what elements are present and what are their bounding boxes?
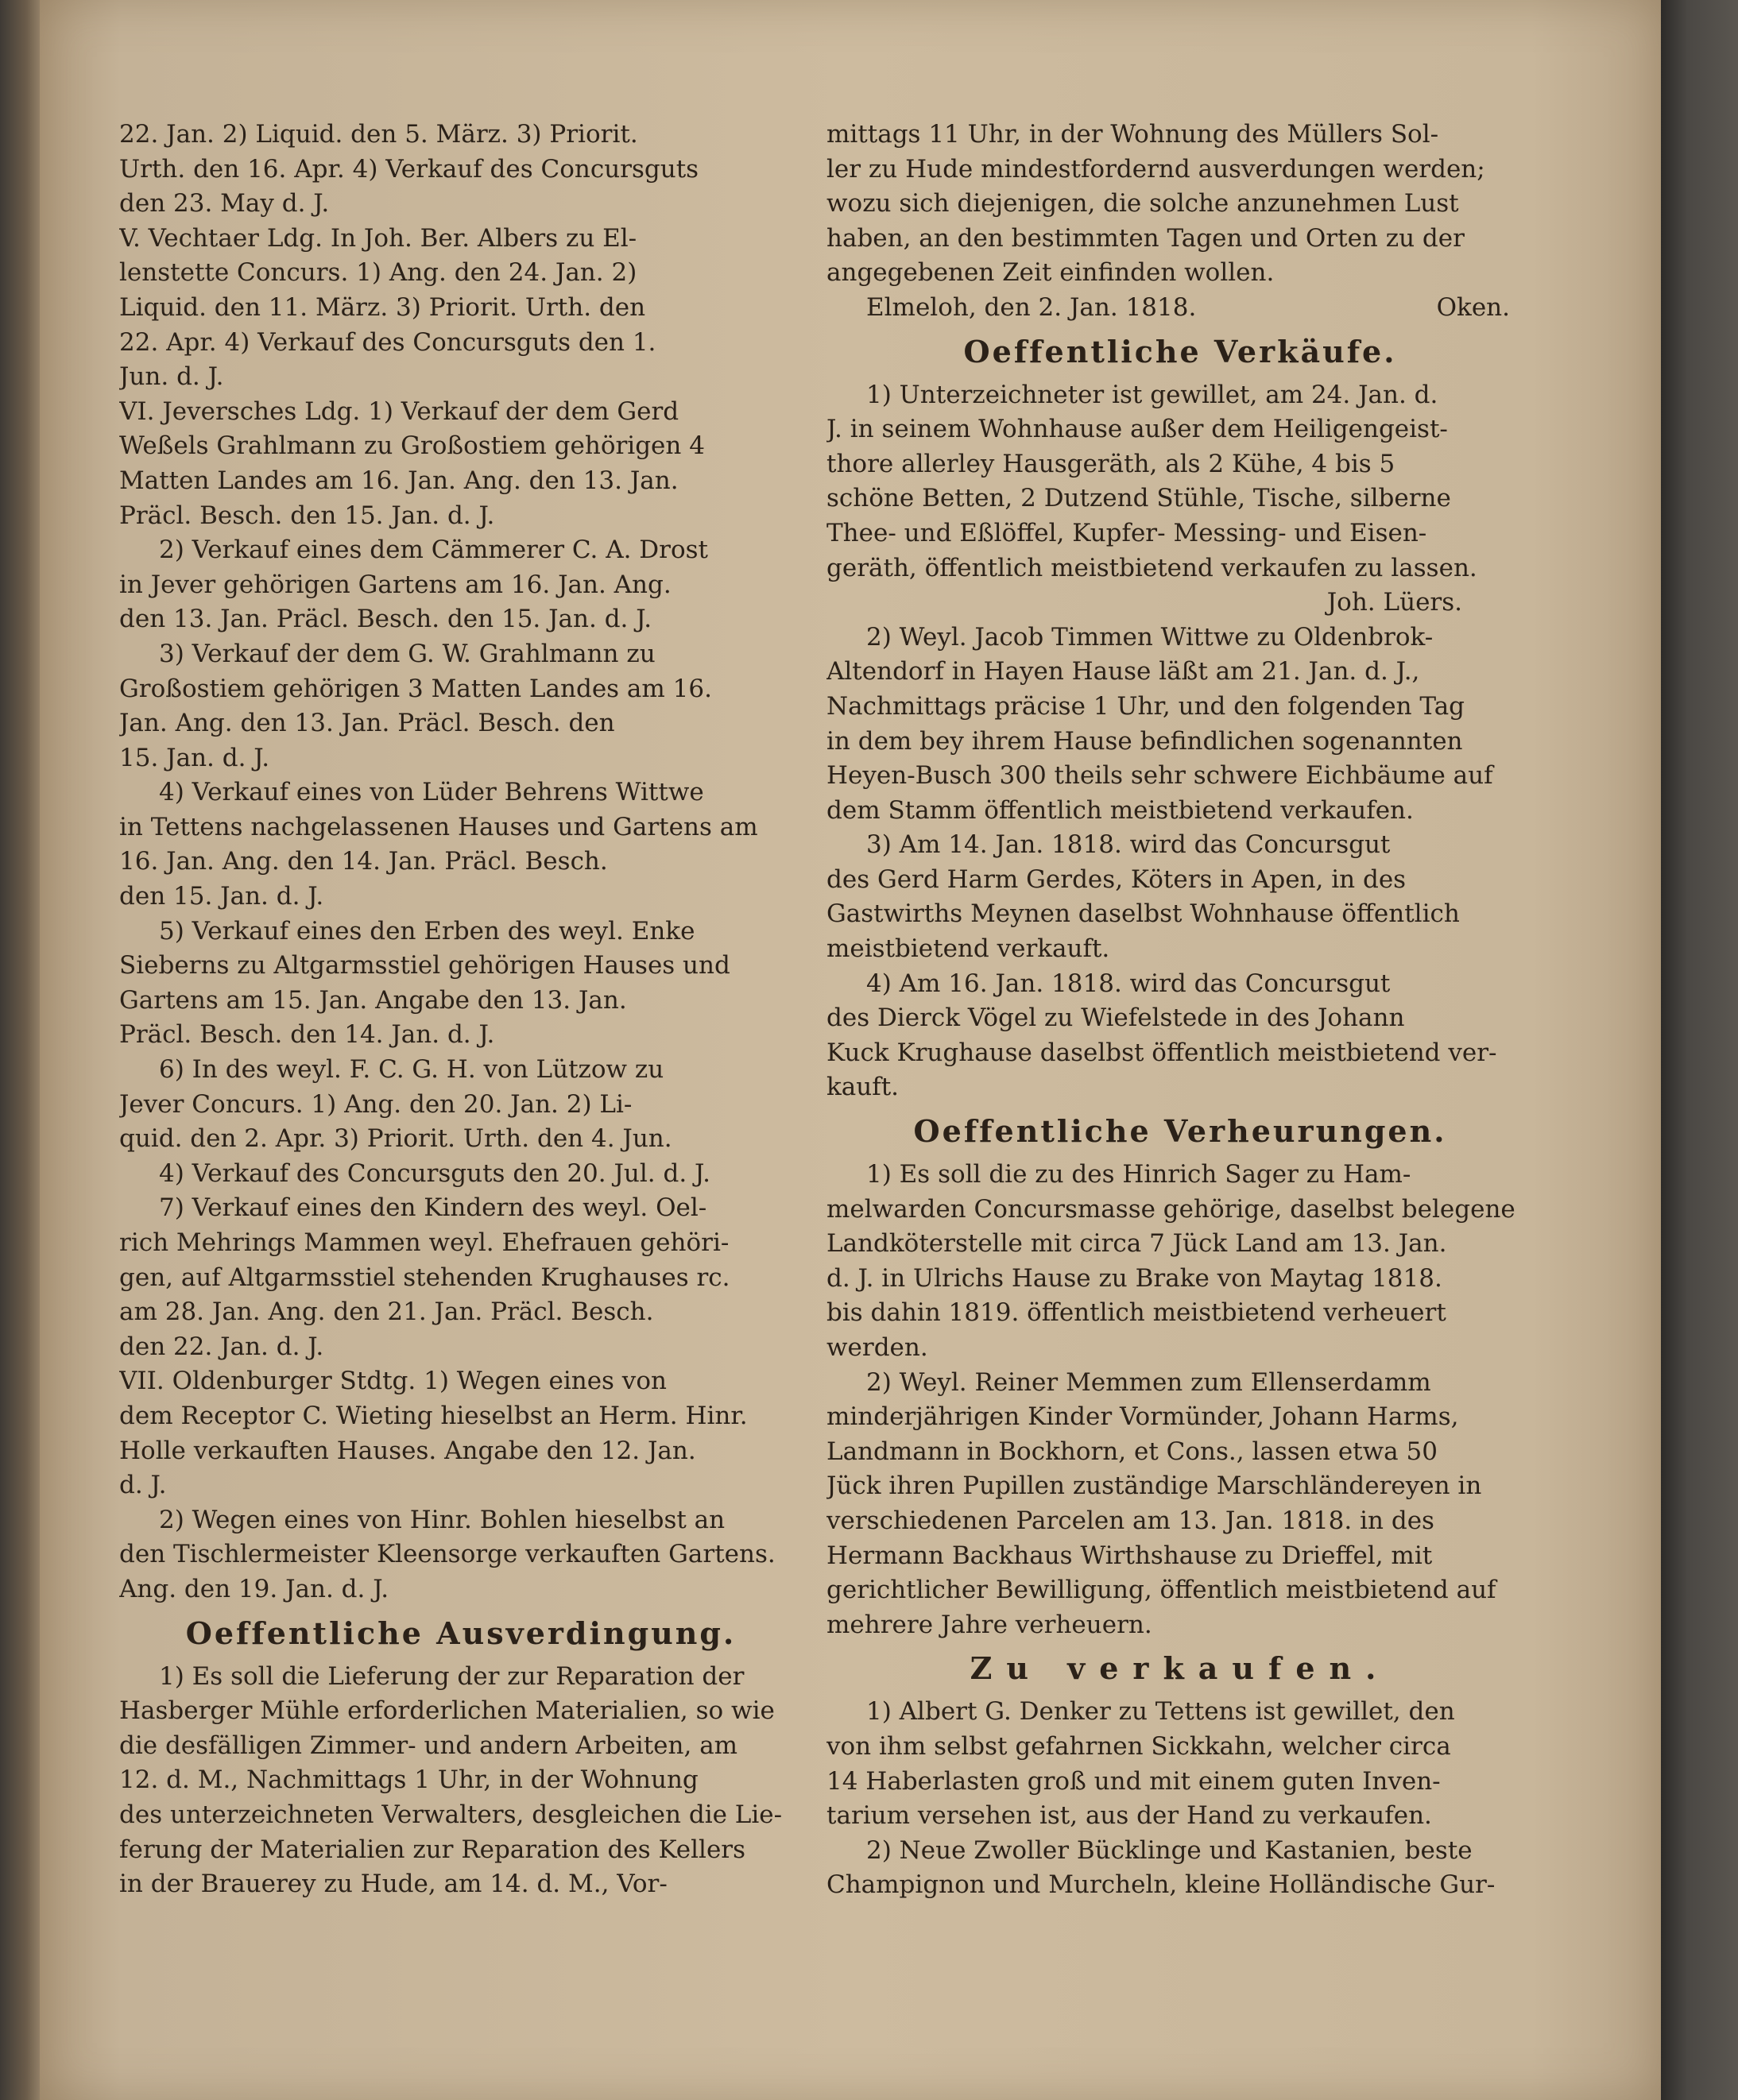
text-line: 2) Weyl. Reiner Memmen zum Ellenserdamm <box>866 1367 1431 1397</box>
text-line: den 15. Jan. d. J. <box>119 882 324 911</box>
text-line: tarium versehen ist, aus der Hand zu verkaufen. <box>826 1801 1432 1831</box>
text-line: 15. Jan. d. J. <box>119 743 270 772</box>
text-line: melwarden Concursmasse gehörige, daselbst belegene <box>826 1194 1515 1224</box>
text-line: Landmann in Bockhorn, et Cons., lassen etwa 50 <box>826 1437 1438 1466</box>
text-line: 1) Albert G. Denker zu Tettens ist gewillet, den <box>866 1697 1455 1727</box>
book-fore-edge <box>1661 0 1738 2100</box>
signature-name: Oken. <box>1436 292 1510 322</box>
text-line: 22. Apr. 4) Verkauf des Concursguts den 1. <box>119 327 656 357</box>
left-text-block-1 <box>119 118 803 1607</box>
text-line: wozu sich diejenigen, die solche anzunehmen Lust <box>826 189 1459 219</box>
text-line: in Tettens nachgelassenen Hauses und Gartens am <box>119 812 758 841</box>
text-line: Jever Concurs. 1) Ang. den 20. Jan. 2) Li- <box>119 1089 633 1119</box>
right-column <box>826 118 1534 1903</box>
text-line: 22. Jan. 2) Liquid. den 5. März. 3) Priorit. <box>119 120 638 149</box>
heading-oeffentliche-verheurungen: Oeffentliche Verheurungen. <box>913 1113 1447 1150</box>
text-line: 14 Haberlasten groß und mit einem guten Inven- <box>826 1766 1441 1796</box>
text-line: 4) Verkauf des Concursguts den 20. Jul. d. J. <box>159 1158 710 1188</box>
text-line: d. J. in Ulrichs Hause zu Brake von Maytag 1818. <box>826 1263 1442 1293</box>
right-text-block-1 <box>826 118 1534 291</box>
heading-oeffentliche-verkaeufe: Oeffentliche Verkäufe. <box>963 333 1397 369</box>
text-line: gerichtlicher Bewilligung, öffentlich meistbietend auf <box>826 1576 1496 1605</box>
text-line: Hasberger Mühle erforderlichen Materialien, so wie <box>119 1696 775 1726</box>
text-line: die desfälligen Zimmer- und andern Arbeiten, am <box>119 1731 738 1760</box>
text-line: dem Receptor C. Wieting hieselbst an Herm. Hinr. <box>119 1401 748 1430</box>
text-line: Hermann Backhaus Wirthshause zu Drieffel, mit <box>826 1541 1433 1570</box>
signature-line-elmeloh <box>826 291 1534 326</box>
text-line: des Gerd Harm Gerdes, Köters in Apen, in des <box>826 864 1407 894</box>
text-line: Sieberns zu Altgarmsstiel gehörigen Hauses und <box>119 951 730 980</box>
heading-zu-verkaufen: Zu verkaufen. <box>970 1650 1391 1687</box>
text-line: Großostiem gehörigen 3 Matten Landes am 16. <box>119 674 712 703</box>
text-line: d. J. <box>119 1471 167 1500</box>
text-line: V. Vechtaer Ldg. In Joh. Ber. Albers zu El- <box>119 223 637 253</box>
right-text-block-4 <box>826 1158 1534 1642</box>
text-line: Gastwirths Meynen daselbst Wohnhause öffentlich <box>826 899 1460 929</box>
text-line: 2) Verkauf eines dem Cämmerer C. A. Drost <box>159 536 709 565</box>
text-line: am 28. Jan. Ang. den 21. Jan. Präcl. Besch. <box>119 1298 654 1327</box>
text-line: haben, an den bestimmten Tagen und Orten zu der <box>826 223 1465 253</box>
text-line: rich Mehrings Mammen weyl. Ehefrauen gehöri- <box>119 1228 730 1257</box>
text-line: Ang. den 19. Jan. d. J. <box>119 1574 389 1603</box>
text-line: Heyen-Busch 300 theils sehr schwere Eichbäume auf <box>826 761 1493 791</box>
text-line: 2) Neue Zwoller Bücklinge und Kastanien, beste <box>866 1835 1473 1865</box>
text-line: mittags 11 Uhr, in der Wohnung des Müllers Sol- <box>826 120 1439 149</box>
text-line: 2) Weyl. Jacob Timmen Wittwe zu Oldenbrok- <box>866 622 1434 652</box>
text-line: kauft. <box>826 1073 900 1102</box>
signature-place-date: Elmeloh, den 2. Jan. 1818. <box>866 292 1197 322</box>
text-line: in dem bey ihrem Hause befindlichen sogenannten <box>826 726 1463 756</box>
text-line: thore allerley Hausgeräth, als 2 Kühe, 4 bis 5 <box>826 449 1395 478</box>
text-line: 2) Wegen eines von Hinr. Bohlen hieselbst an <box>159 1505 726 1534</box>
signature-joh-lueers: Joh. Lüers. <box>1326 588 1462 617</box>
text-line: in der Brauerey zu Hude, am 14. d. M., Vor- <box>119 1870 668 1899</box>
text-line: meistbietend verkauft. <box>826 934 1110 964</box>
text-line: ferung der Materialien zur Reparation des Kellers <box>119 1835 746 1864</box>
text-line: 4) Am 16. Jan. 1818. wird das Concursgut <box>866 969 1391 998</box>
text-line: VII. Oldenburger Stdtg. 1) Wegen eines von <box>119 1367 667 1396</box>
text-line: werden. <box>826 1333 928 1362</box>
text-line: des Dierck Vögel zu Wiefelstede in des Johann <box>826 1004 1405 1033</box>
text-line: Altendorf in Hayen Hause läßt am 21. Jan. d. J., <box>826 657 1420 686</box>
text-line: Holle verkauften Hauses. Angabe den 12. Jan. <box>119 1436 696 1465</box>
text-line: angegebenen Zeit einfinden wollen. <box>826 258 1275 288</box>
text-line: Kuck Krughause daselbst öffentlich meistbietend ver- <box>826 1038 1497 1067</box>
text-line: quid. den 2. Apr. 3) Priorit. Urth. den 4. Jun. <box>119 1124 672 1154</box>
left-column <box>119 118 803 1902</box>
text-line: bis dahin 1819. öffentlich meistbietend verheuert <box>826 1298 1446 1328</box>
text-line: 1) Es soll die zu des Hinrich Sager zu Ham- <box>866 1160 1411 1189</box>
text-line: des unterzeichneten Verwalters, desgleichen die Lie- <box>119 1800 783 1829</box>
text-line: mehrere Jahre verheuern. <box>826 1610 1152 1639</box>
text-line: Jück ihren Pupillen zuständige Marschländereyen in <box>826 1472 1482 1501</box>
text-line: Matten Landes am 16. Jan. Ang. den 13. Jan. <box>119 466 679 495</box>
text-line: in Jever gehörigen Gartens am 16. Jan. Ang. <box>119 570 672 599</box>
text-line: den Tischlermeister Kleensorge verkauften Gartens. <box>119 1540 776 1569</box>
right-text-block-3 <box>826 621 1534 1105</box>
text-line: Gartens am 15. Jan. Angabe den 13. Jan. <box>119 985 627 1015</box>
text-line: 1) Es soll die Lieferung der zur Reparation der <box>159 1661 745 1691</box>
text-line: J. in seinem Wohnhause außer dem Heiligengeist- <box>826 415 1448 444</box>
text-line: schöne Betten, 2 Dutzend Stühle, Tische, silberne <box>826 484 1451 513</box>
text-line: Landköterstelle mit circa 7 Jück Land am 13. Jan. <box>826 1229 1447 1259</box>
text-line: 3) Verkauf der dem G. W. Grahlmann zu <box>159 639 656 668</box>
text-line: Liquid. den 11. März. 3) Priorit. Urth. den <box>119 292 646 322</box>
text-line: Thee- und Eßlöffel, Kupfer- Messing- und Eisen- <box>826 518 1427 547</box>
text-line: gen, auf Altgarmsstiel stehenden Krughauses rc. <box>119 1263 730 1292</box>
right-text-block-5 <box>826 1695 1534 1903</box>
text-line: Champignon und Murcheln, kleine Holländische Gur- <box>826 1870 1496 1900</box>
text-line: Jun. d. J. <box>119 362 224 392</box>
text-line: 3) Am 14. Jan. 1818. wird das Concursgut <box>866 830 1391 860</box>
text-line: 6) In des weyl. F. C. G. H. von Lützow zu <box>159 1055 664 1085</box>
text-line: Präcl. Besch. den 14. Jan. d. J. <box>119 1020 495 1050</box>
text-line: lenstette Concurs. 1) Ang. den 24. Jan. 2) <box>119 258 637 288</box>
text-line: Nachmittags präcise 1 Uhr, und den folgenden Tag <box>826 691 1465 721</box>
left-text-block-2 <box>119 1660 803 1902</box>
text-line: von ihm selbst gefahrnen Sickkahn, welcher circa <box>826 1731 1451 1761</box>
text-line: den 13. Jan. Präcl. Besch. den 15. Jan. d. J. <box>119 605 652 634</box>
text-line: 5) Verkauf eines den Erben des weyl. Enke <box>159 916 695 946</box>
text-line: VI. Jeversches Ldg. 1) Verkauf der dem Gerd <box>119 396 679 426</box>
text-line: ler zu Hude mindestfordernd ausverdungen werden; <box>826 154 1485 184</box>
text-line: den 23. May d. J. <box>119 189 330 219</box>
text-line: Jan. Ang. den 13. Jan. Präcl. Besch. den <box>119 709 615 738</box>
text-line: Urth. den 16. Apr. 4) Verkauf des Concursguts <box>119 154 699 184</box>
text-line: 7) Verkauf eines den Kindern des weyl. Oel- <box>159 1193 707 1223</box>
text-line: geräth, öffentlich meistbietend verkaufen zu lassen. <box>826 553 1477 582</box>
text-line: minderjährigen Kinder Vormünder, Johann Harms, <box>826 1402 1459 1432</box>
right-text-block-2 <box>826 378 1534 586</box>
text-line: den 22. Jan. d. J. <box>119 1332 324 1361</box>
text-line: 4) Verkauf eines von Lüder Behrens Wittwe <box>159 778 704 807</box>
text-line: Präcl. Besch. den 15. Jan. d. J. <box>119 501 495 530</box>
heading-oeffentliche-ausverdingung: Oeffentliche Ausverdingung. <box>185 1615 737 1651</box>
text-line: Weßels Grahlmann zu Großostiem gehörigen 4 <box>119 431 705 461</box>
text-line: 1) Unterzeichneter ist gewillet, am 24. Jan. d. <box>866 380 1438 409</box>
text-line: 16. Jan. Ang. den 14. Jan. Präcl. Besch. <box>119 847 608 876</box>
text-line: 12. d. M., Nachmittags 1 Uhr, in der Wohnung <box>119 1765 699 1795</box>
text-line: dem Stamm öffentlich meistbietend verkaufen. <box>826 795 1414 825</box>
text-line: verschiedenen Parcelen am 13. Jan. 1818. in des <box>826 1506 1434 1535</box>
